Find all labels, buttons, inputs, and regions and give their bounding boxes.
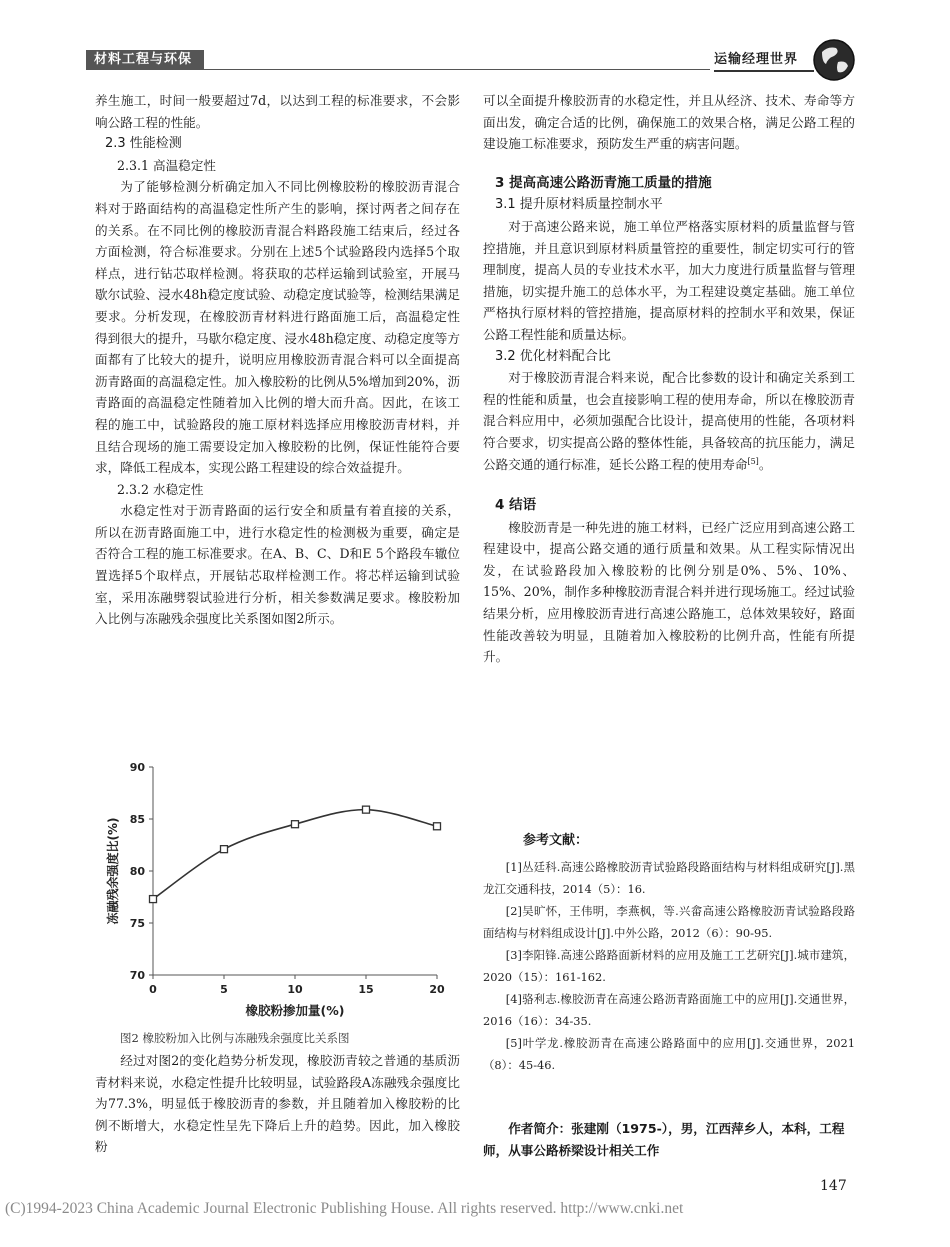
x-tick-label: 10 [287, 983, 303, 996]
reference-item: [2]吴旷怀，王伟明，李燕枫，等.兴畲高速公路橡胶沥青试验路段路面结构与材料组成设计[J].中外公路，2012（6）：90-95. [483, 904, 855, 940]
high-temp-paragraph: 为了能够检测分析确定加入不同比例橡胶粉的橡胶沥青混合料对于路面结构的高温稳定性所产生的影响，探讨两者之间存在的关系。在不同比例的橡胶沥青混合料路段施工结束后，经过各方面检测，符合标准要求。分别在上述5个试验路段内选择5个取样点，进行钻芯取样检测。将获取的芯样运输到试验室，开展马歇尔试验、浸水48h稳定度试验、动稳定度试验等，检测结果满足要求。分析发现，在橡胶沥青材料进行路面施工后，高温稳定性得到很大的提升，马歇尔稳定度、浸水48h稳定度、动稳定度等方面都有了比较大的提升，说明应用橡胶沥青混合料可以全面提高沥青路面的高温稳定性。加入橡胶粉的比例从5%增加到20%，沥青路面的高温稳定性随着加入比例的增大而升高。因此，在该工程的施工中，试验路段的施工原材料选择应用橡胶沥青材料，并且结合现场的施工需要设定加入橡胶粉的比例，保证性能符合要求，降低工程成本，实现公路工程建设的综合效益提升。 [95, 179, 460, 476]
continuation-paragraph: 可以全面提升橡胶沥青的水稳定性，并且从经济、技术、寿命等方面出发，确定合适的比例，确保施工的效果合格，满足公路工程的建设施工标准要求，预防发生严重的病害问题。 [483, 93, 855, 152]
section-4-heading: 4 结语 [495, 497, 537, 514]
globe-icon [812, 38, 856, 82]
conclusion-paragraph: 橡胶沥青是一种先进的施工材料，已经广泛应用到高速公路工程建设中，提高公路交通的通行质量和效果。从工程实际情况出发，在试验路段加入橡胶粉的比例分别是0%、5%、10%、15%、20%，制作多种橡胶沥青混合料并进行现场施工。经过试验结果分析，应用橡胶沥青进行高速公路施工，总体效果较好，路面性能改善较为明显，且随着加入橡胶粉的比例升高，性能有所提升。 [483, 519, 855, 665]
mix-ratio-text: 对于橡胶沥青混合料来说，配合比参数的设计和确定关系到工程的性能和质量，也会直接影响工程的使用寿命，所以在橡胶沥青混合料应用中，必须加强配合比设计，提高使用的性能，各项材料符合要求，切实提高公路的整体性能，具备较高的抗压能力，满足公路交通的通行标准，延长公路工程的使用寿命 [483, 370, 855, 472]
data-point [221, 846, 228, 853]
reference-item: [3]李阳锋.高速公路路面新材料的应用及施工工艺研究[J].城市建筑，2020（15）：161-162. [483, 948, 855, 984]
header-rule [204, 69, 710, 70]
x-tick-label: 0 [149, 983, 157, 996]
references [483, 830, 855, 1076]
left-column-bottom [95, 1050, 460, 1158]
author-bio: 作者简介：张建刚（1975-），男，江西萍乡人，本科，工程师，从事公路桥梁设计相关工作 [483, 1121, 845, 1158]
x-axis-label: 橡胶粉掺加量(%) [245, 1003, 345, 1018]
data-point [434, 823, 441, 830]
mix-ratio-paragraph [483, 367, 855, 475]
journal-name: 运输经理世界 [714, 52, 799, 67]
section-3-2-heading: 3.2 优化材料配合比 [495, 348, 611, 364]
y-tick-label: 80 [129, 865, 145, 878]
section-2-3-heading: 2.3 性能检测 [105, 136, 182, 152]
mix-ratio-end: 。 [758, 456, 772, 472]
y-tick-label: 90 [129, 761, 145, 774]
section-2-3-1-heading: 2.3.1 高温稳定性 [117, 157, 217, 173]
y-tick-label: 85 [129, 813, 145, 826]
data-point [363, 806, 370, 813]
references-title: 参考文献： [523, 833, 589, 848]
section-3-heading: 3 提高高速公路沥青施工质量的措施 [495, 174, 712, 191]
reference-item: [1]丛廷科.高速公路橡胶沥青试验路段路面结构与材料组成研究[J].黑龙江交通科技，2014（5）：16. [483, 860, 855, 896]
reference-item: [5]叶学龙.橡胶沥青在高速公路路面中的应用[J].交通世界，2021（8）：45-46. [483, 1036, 855, 1072]
journal-underline [714, 70, 814, 72]
y-tick-label: 70 [129, 969, 145, 982]
left-column [95, 90, 460, 630]
y-axis-label: 冻融残余强度比(%) [106, 817, 120, 925]
x-tick-label: 5 [220, 983, 228, 996]
copyright-footer: (C)1994-2023 China Academic Journal Electronic Publishing House. All rights reserved. http://www.cnki.net [5, 1200, 684, 1217]
figure-caption: 图2 橡胶粉加入比例与冻融残余强度比关系图 [120, 1031, 350, 1045]
x-tick-label: 20 [429, 983, 445, 996]
section-3-1-heading: 3.1 提升原材料质量控制水平 [495, 197, 663, 213]
data-point [150, 896, 157, 903]
materials-paragraph: 对于高速公路来说，施工单位严格落实原材料的质量监督与管控措施，并且意识到原材料质量管控的重要性，制定切实可行的管理制度，提高人员的专业技术水平，加大力度进行质量监督与管理措施，切实提升施工的总体水平，为工程建设奠定基础。施工单位严格执行原材料的管控措施，提高原材料的控制水平和效果，保证公路工程性能和质量达标。 [483, 218, 855, 342]
section-label: 材料工程与环保 [86, 50, 204, 70]
citation-5[interactable]: [5] [747, 456, 759, 466]
water-stability-paragraph: 水稳定性对于沥青路面的运行安全和质量有着直接的关系，所以在沥青路面施工中，进行水稳定性的检测极为重要，确定是否符合工程的施工标准要求。在A、B、C、D和E 5个路段车辙位置选择5个取样点，开展钻芯取样检测工作。将芯样运输到试验室，采用冻融劈裂试验进行分析，相关参数满足要求。橡胶粉加入比例与冻融残余强度比关系图如图2所示。 [95, 503, 460, 627]
section-2-3-2-heading: 2.3.2 水稳定性 [117, 481, 204, 497]
reference-item: [4]骆利志.橡胶沥青在高速公路沥青路面施工中的应用[J].交通世界，2016（16）：34-35. [483, 992, 855, 1028]
data-point [292, 821, 299, 828]
figure-2-chart [95, 757, 455, 1027]
intro-paragraph: 养生施工，时间一般要超过7d，以达到工程的标准要求，不会影响公路工程的性能。 [95, 93, 460, 130]
page-number: 147 [820, 1178, 847, 1194]
analysis-paragraph: 经过对图2的变化趋势分析发现，橡胶沥青较之普通的基质沥青材料来说，水稳定性提升比较明显，试验路段A冻融残余强度比为77.3%，明显低于橡胶沥青的参数，并且随着加入橡胶粉的比例不断增大，水稳定性呈先下降后上升的趋势。因此，加入橡胶粉 [95, 1053, 460, 1155]
y-tick-label: 75 [129, 917, 145, 930]
right-column [483, 90, 855, 668]
x-tick-label: 15 [358, 983, 374, 996]
